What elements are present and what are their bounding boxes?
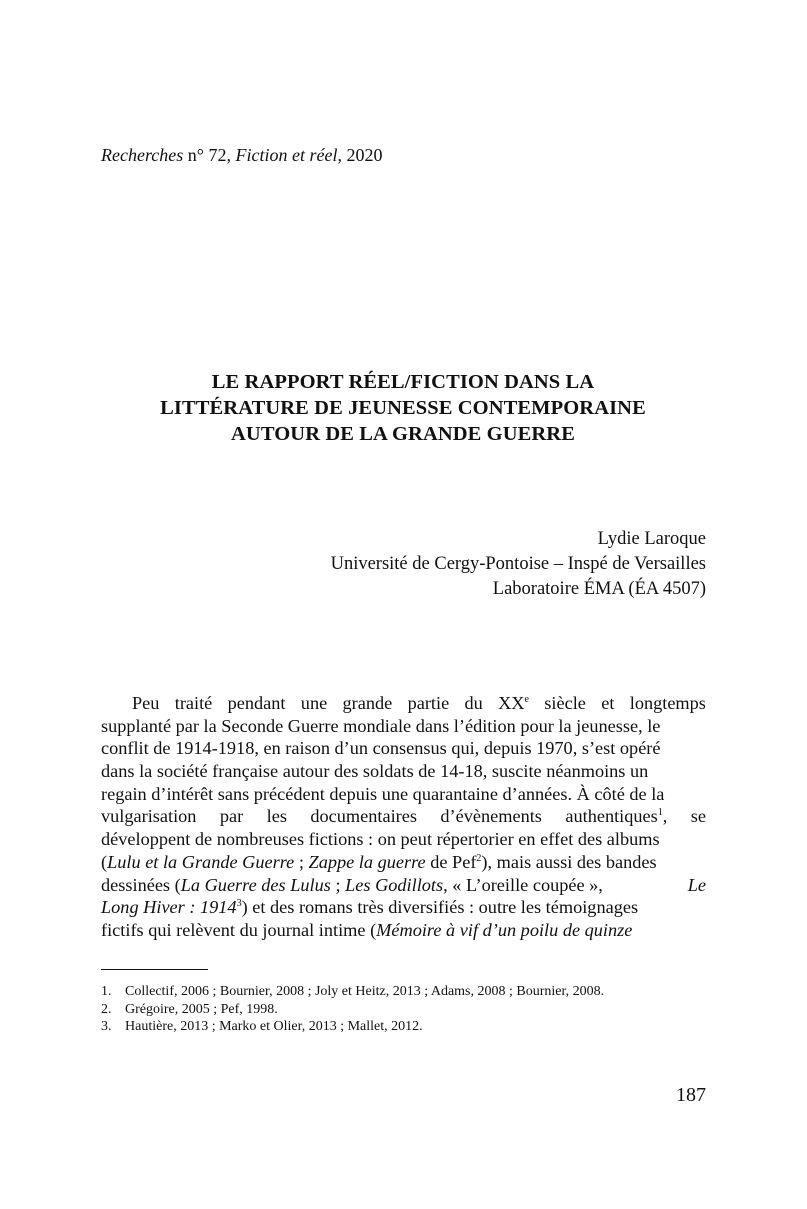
text-run: ), mais aussi des bandes [481, 851, 657, 872]
footnote-1 [101, 983, 706, 1001]
footnote-ref-3[interactable]: 3 [236, 898, 242, 910]
text-run: ) et des romans très diversifiés : outre les témoignages [241, 897, 639, 918]
text-run: ; [330, 874, 346, 895]
text-run: ; [294, 851, 309, 872]
word: Peu [132, 693, 160, 713]
body-line-8 [101, 851, 706, 874]
footnote-ref-word [565, 805, 667, 828]
word: du [464, 693, 483, 713]
line-text: regain d’intérêt sans précédent depuis une quarantaine d’années. À côté de la [101, 783, 665, 804]
journal-header [101, 144, 382, 166]
footnote-number: 3. [101, 1019, 112, 1034]
word: documentaires [310, 806, 417, 827]
footnote-ref-2[interactable]: 2 [476, 852, 482, 864]
title-line-3: AUTOUR DE LA GRANDE GUERRE [231, 423, 575, 445]
book-title: La Guerre des Lulus [180, 874, 331, 895]
word: longtemps [629, 693, 706, 713]
footnote-separator [101, 969, 208, 970]
footnote-ref-1[interactable]: 1 [657, 807, 663, 819]
article-title [100, 369, 706, 447]
word: traité [174, 693, 213, 713]
body-line-11 [101, 919, 706, 942]
journal-name: Recherches [101, 145, 184, 165]
author-name: Lydie Laroque [597, 529, 706, 549]
body-line-5 [101, 783, 706, 806]
author-block [331, 527, 706, 602]
line-text: conflit de 1914-1918, en raison d’un consensus qui, depuis 1970, s’est opéré [101, 738, 661, 759]
footnote-number: 2. [101, 1001, 112, 1017]
word: et [601, 693, 615, 713]
body-line-6 [101, 805, 706, 828]
word: une [300, 693, 328, 713]
issue-year: , 2020 [337, 145, 383, 165]
issue-number: n° 72, [183, 145, 236, 165]
body-line-3 [101, 737, 706, 760]
line-text [101, 851, 657, 874]
book-title: Zappe la guerre [308, 851, 426, 872]
word: pendant [227, 693, 286, 713]
line-text [101, 874, 603, 897]
footnote-3 [101, 1018, 706, 1036]
word: par [219, 806, 244, 827]
footnotes [101, 983, 706, 1036]
issue-theme: Fiction et réel [235, 145, 338, 165]
article-body [101, 692, 706, 942]
line-text [101, 896, 638, 919]
text-run: de Pef [425, 851, 477, 872]
word: vulgarisation [101, 806, 197, 827]
body-line-9 [101, 874, 706, 897]
book-title: Lulu et la Grande Guerre [107, 851, 295, 872]
word: partie [407, 693, 450, 713]
line-text: développent de nombreuses fictions : on peut répertorier en effet des albums [101, 829, 660, 850]
title-line-2: LITTÉRATURE DE JEUNESSE CONTEMPORAINE [160, 397, 646, 419]
footnote-text: Collectif, 2006 ; Bournier, 2008 ; Joly et Heitz, 2013 ; Adams, 2008 ; Bournier, 2008. [125, 984, 605, 999]
book-title: Long Hiver : 1914 [101, 897, 237, 918]
footnote-text: Grégoire, 2005 ; Pef, 1998. [125, 1001, 278, 1017]
body-line-10 [101, 896, 706, 919]
body-line-1 [101, 692, 706, 715]
punctuation: , [662, 806, 668, 827]
line-text [101, 919, 632, 942]
century-xx: XX [498, 693, 525, 713]
century-superscript: e [524, 694, 529, 705]
author-affiliation-1: Université de Cergy-Pontoise – Inspé de Versailles [330, 554, 706, 574]
word: les [266, 806, 287, 827]
text-run: fictifs qui relèvent du journal intime ( [101, 919, 377, 940]
word: grande [342, 693, 393, 713]
author-affiliation-2: Laboratoire ÉMA (ÉA 4507) [492, 579, 706, 599]
line-text: supplanté par la Seconde Guerre mondiale dans l’édition pour la jeunesse, le [101, 715, 661, 736]
footnote-number: 1. [101, 984, 112, 999]
title-line-1: LE RAPPORT RÉEL/FICTION DANS LA [211, 371, 595, 393]
line-text: dans la société française autour des soldats de 14-18, suscite néanmoins un [101, 761, 649, 782]
book-title: Le [687, 874, 706, 895]
footnote-2 [101, 1001, 706, 1019]
body-line-7 [101, 828, 706, 851]
word: authentiques [565, 806, 658, 827]
body-line-2 [101, 715, 706, 738]
text-run: , « L’oreille coupée », [443, 874, 603, 895]
footnote-text: Hautière, 2013 ; Marko et Olier, 2013 ; Mallet, 2012. [125, 1019, 423, 1034]
word: se [690, 806, 706, 827]
book-title: Les Godillots [345, 874, 444, 895]
century-numeral [498, 692, 529, 715]
text-run: ( [101, 851, 108, 872]
word: d’évènements [440, 806, 542, 827]
word: siècle [544, 693, 586, 713]
book-title: Mémoire à vif d’un poilu de quinze [376, 919, 633, 940]
text-run: dessinées ( [101, 874, 181, 895]
body-line-4 [101, 760, 706, 783]
page-number: 187 [676, 1084, 706, 1106]
